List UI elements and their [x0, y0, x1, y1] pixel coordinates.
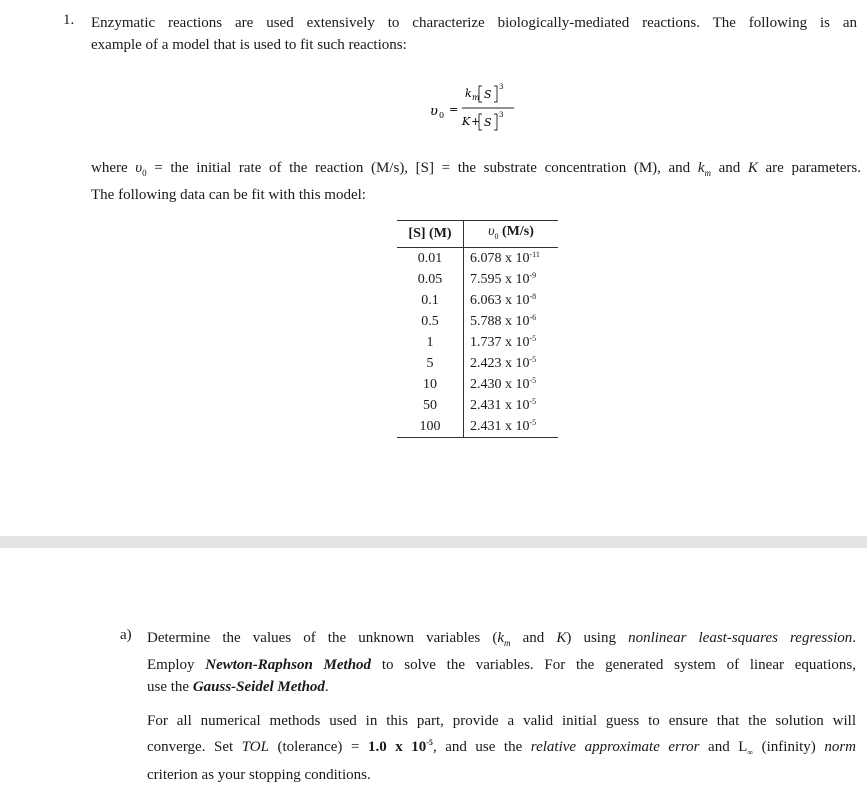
formula-lhs-sub: 0: [439, 111, 445, 120]
where-v-symbol: υ: [135, 160, 143, 176]
cell-rate-exponent: -5: [529, 396, 537, 406]
a-l3a: use the: [147, 679, 193, 695]
cell-rate-exponent: -11: [529, 249, 540, 259]
formula-denom-K: K: [462, 115, 471, 128]
c-b: TOL: [241, 739, 269, 755]
cell-rate-exponent: -5: [529, 375, 537, 385]
cell-rate-mantissa: 2.431 x 10: [470, 418, 530, 434]
c-a: converge. Set: [147, 739, 242, 755]
cell-substrate: 0.05: [417, 271, 443, 287]
cell-rate: [464, 374, 559, 395]
c-g: relative approximate error: [530, 739, 700, 755]
c-d: 1.0 x 10: [367, 739, 427, 755]
part-a-line-1: [147, 627, 856, 654]
a-k: k: [497, 630, 505, 646]
cell-rate-exponent: -6: [529, 312, 537, 322]
cell-rate: [464, 247, 559, 269]
c-i: L: [738, 739, 748, 755]
cell-rate-mantissa: 2.431 x 10: [470, 397, 530, 413]
header-rate-sub: 0: [494, 231, 499, 241]
cell-substrate: 100: [397, 416, 464, 438]
cell-rate-exponent: -5: [529, 417, 537, 427]
header-rate-unit: (M/s): [498, 224, 534, 239]
a-l1c: ) using: [566, 630, 629, 646]
formula-bracket-right: [494, 86, 497, 102]
cell-substrate: 0.01: [417, 250, 443, 266]
where-line-1: [91, 157, 861, 184]
part-a-line-3: [147, 679, 329, 695]
cell-rate-mantissa: 2.423 x 10: [470, 355, 530, 371]
header-substrate: [S] (M): [397, 221, 464, 248]
c-l: norm: [824, 739, 856, 755]
c-h: and: [699, 739, 739, 755]
cell-rate-mantissa: 6.078 x 10: [470, 250, 530, 266]
cell-rate: [464, 395, 559, 416]
a-k-sub: m: [504, 638, 511, 648]
header-rate: [464, 221, 559, 248]
table-row: [397, 416, 558, 438]
cell-substrate: 0.5: [421, 313, 439, 329]
section-divider: [0, 536, 867, 548]
where-line-2: The following data can be fit with this model:: [91, 187, 366, 203]
where-v-sub: 0: [142, 168, 147, 178]
cell-rate-exponent: -5: [529, 333, 537, 343]
where-text-d: are parameters.: [757, 160, 861, 176]
table-row: [397, 290, 558, 311]
cell-rate: [464, 311, 559, 332]
criteria-line-3: criterion as your stopping conditions.: [147, 767, 371, 783]
cell-rate: [464, 332, 559, 353]
formula-denom-plus: +: [471, 115, 481, 128]
where-definitions: [91, 157, 861, 206]
cell-substrate: 10: [423, 376, 437, 392]
where-text-a: where: [91, 160, 136, 176]
table-row: [397, 269, 558, 290]
question-intro: [91, 12, 857, 56]
table-row: [397, 353, 558, 374]
formula-numer-k-sub: m: [472, 93, 480, 102]
cell-rate-mantissa: 5.788 x 10: [470, 313, 530, 329]
formula-lhs: υ: [430, 104, 438, 119]
formula-numer-var: S: [484, 88, 492, 101]
intro-line-2: example of a model that is used to fit such reactions:: [91, 37, 407, 53]
header-rate-symbol: υ: [488, 224, 495, 239]
a-l1b: and: [510, 630, 557, 646]
a-l1d: nonlinear least-squares regression: [628, 630, 853, 646]
cell-substrate: 0.1: [421, 292, 439, 308]
where-text-b: = the initial rate of the reaction (M/s), [S] = the substrate concentration (M), and: [146, 160, 698, 176]
cell-rate: [464, 416, 559, 438]
model-equation: [430, 80, 550, 140]
cell-rate-mantissa: 7.595 x 10: [470, 271, 530, 287]
cell-rate-exponent: -5: [529, 354, 537, 364]
cell-rate: [464, 353, 559, 374]
where-K-symbol: K: [747, 160, 758, 176]
data-table: [397, 220, 558, 438]
cell-substrate: 5: [426, 355, 434, 371]
part-a-line-2: [147, 654, 856, 676]
table-header-row: [397, 221, 558, 248]
c-tol-value: [368, 739, 433, 755]
table-row: [397, 374, 558, 395]
c-f: , and use the: [432, 739, 531, 755]
part-a-stopping-criteria: [147, 710, 856, 786]
c-j: ∞: [747, 748, 754, 757]
table-row: [397, 395, 558, 416]
where-k-symbol: k: [697, 160, 705, 176]
a-l2b: Newton-Raphson Method: [205, 657, 372, 673]
table-row: [397, 332, 558, 353]
question-number: 1.: [63, 12, 75, 28]
formula-equals: =: [449, 103, 459, 116]
cell-rate-mantissa: 6.063 x 10: [470, 292, 530, 308]
a-l3c: .: [324, 679, 329, 695]
intro-line-1: Enzymatic reactions are used extensively to characterize biologically-mediated reactions. The following is an: [91, 15, 857, 31]
part-a-label: a): [120, 627, 132, 643]
formula-denom-exp: 3: [499, 111, 504, 119]
c-k: (infinity): [753, 739, 825, 755]
cell-rate-mantissa: 1.737 x 10: [470, 334, 530, 350]
where-text-c: and: [710, 160, 748, 176]
c-c: (tolerance) =: [268, 739, 368, 755]
cell-substrate: 50: [423, 397, 437, 413]
where-k-sub: m: [704, 168, 711, 178]
a-l1a: Determine the values of the unknown variables (: [147, 630, 498, 646]
formula-denom-var: S: [484, 116, 492, 129]
c-e: -5: [426, 738, 433, 747]
a-l2c: to solve the variables. For the generated system of linear equations,: [371, 657, 856, 673]
cell-substrate: 1: [426, 334, 434, 350]
a-l2a: Employ: [147, 657, 206, 673]
a-K: K: [556, 630, 567, 646]
cell-rate-mantissa: 2.430 x 10: [470, 376, 530, 392]
cell-rate: [464, 269, 559, 290]
a-l1e: .: [852, 630, 856, 646]
formula-numer-k: k: [465, 87, 472, 100]
part-a-instructions: [147, 627, 856, 698]
a-l3b: Gauss-Seidel Method: [192, 679, 325, 695]
criteria-line-1: For all numerical methods used in this part, provide a valid initial guess to ensure that the solution will: [147, 713, 856, 729]
cell-rate-exponent: -9: [529, 270, 537, 280]
cell-rate: [464, 290, 559, 311]
table-row: [397, 311, 558, 332]
table-row: [397, 247, 558, 269]
cell-rate-exponent: -8: [529, 291, 537, 301]
criteria-line-2: [147, 732, 856, 764]
formula-denom-bracket-right: [494, 114, 497, 130]
formula-numer-exp: 3: [499, 83, 504, 91]
